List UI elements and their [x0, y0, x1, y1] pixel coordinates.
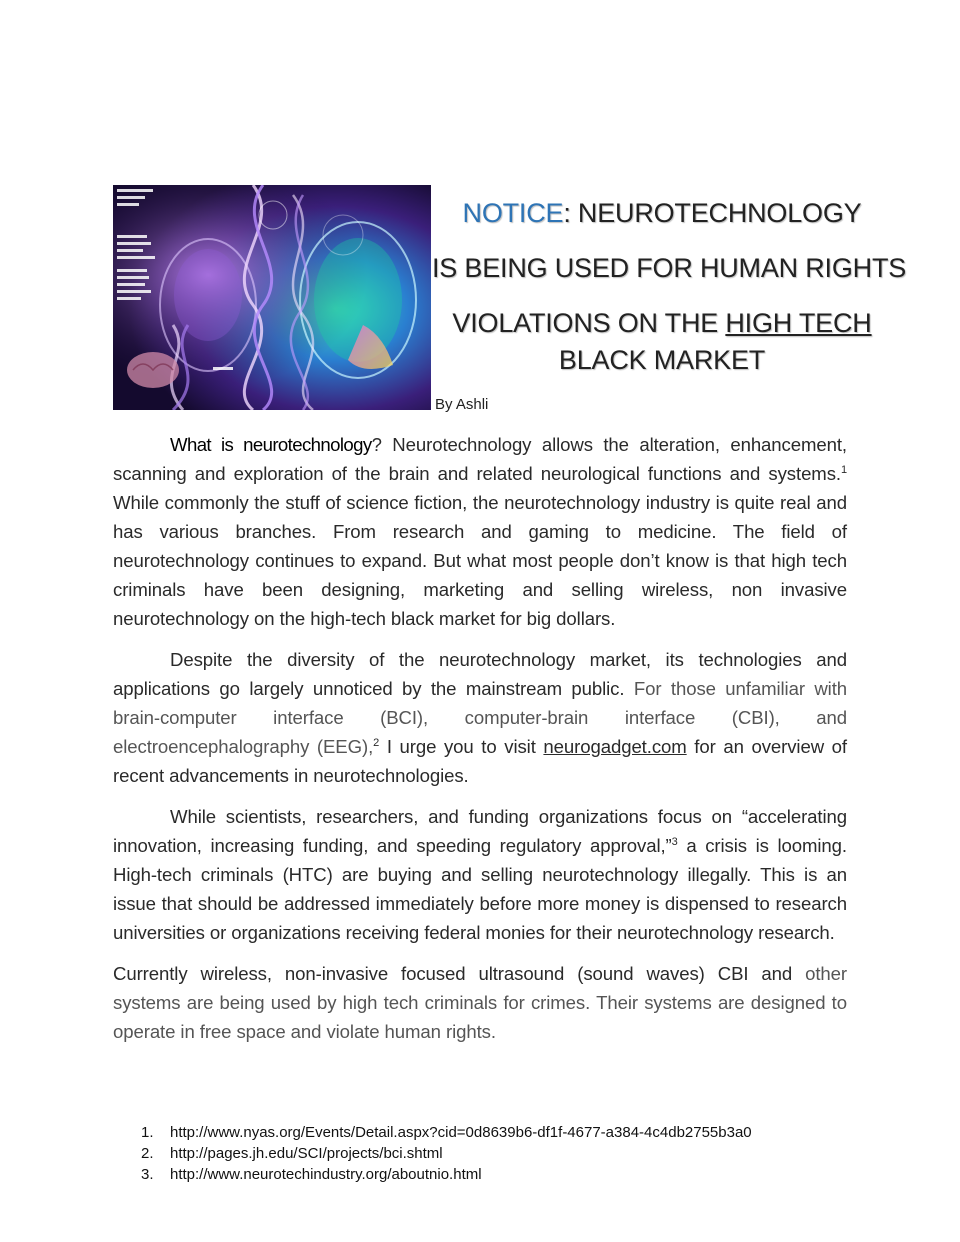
- paragraph-4: Currently wireless, non-invasive focused ultrasound (sound waves) CBI and other systems are being used by high tech criminals for crimes. Their systems are designed to operate in free space and violate human rights.: [113, 963, 847, 1042]
- neurogadget-link[interactable]: neurogadget.com: [543, 736, 687, 757]
- reference-url[interactable]: http://www.nyas.org/Events/Detail.aspx?cid=0d8639b6-df1f-4677-a384-4c4db2755b3a0: [170, 1124, 752, 1141]
- paragraph-2: Despite the diversity of the neurotechnology market, its technologies and applications go largely unnoticed by the mainstream public. For those unfamiliar with brain-computer interface (BCI), computer-brain interface (CBI), and electroencephalography (EEG),$^2$ I urge you to visit neurogadget.com for an overview of recent advancements in neurotechnologies.: [113, 649, 848, 786]
- title-line-3: VIOLATIONS ON THE HIGH TECH: [452, 308, 872, 338]
- title-line-4: BLACK MARKET: [558, 345, 766, 375]
- article-title: [432, 193, 907, 377]
- question-heading: What is neurotechnology: [170, 434, 372, 455]
- byline: By Ashli: [435, 396, 489, 413]
- reference-item: 1. http://www.nyas.org/Events/Detail.aspx?cid=0d8639b6-df1f-4677-a384-4c4db2755b3a0: [141, 1124, 752, 1141]
- neurotechnology-collage-image: [113, 185, 431, 410]
- footnote-ref-3: 3: [671, 836, 678, 848]
- article-body: [113, 430, 847, 1046]
- reference-url[interactable]: http://pages.jh.edu/SCI/projects/bci.shtml: [170, 1145, 443, 1162]
- reference-list: [113, 1122, 873, 1185]
- title-line-1: NOTICE: NEUROTECHNOLOGY: [462, 198, 862, 228]
- reference-url[interactable]: http://www.neurotechindustry.org/aboutnio.html: [170, 1166, 482, 1183]
- title-line-2: IS BEING USED FOR HUMAN RIGHTS: [432, 253, 907, 283]
- high-tech-underlined: HIGH TECH: [725, 308, 872, 338]
- footnote-ref-1: 1: [840, 464, 847, 476]
- paragraph-1: What is neurotechnology? Neurotechnology allows the alteration, enhancement, scanning and exploration of the brain and related neurological functions and systems.$^1$ While commonly the stuff of science fiction, the neurotechnology industry is quite real and has various branches. From research and gaming to medicine. The field of neurotechnology continues to expand. But what most people don’t know is that high tech criminals have been designing, marketing and selling wireless, non invasive neurotechnology on the high-tech black market for big dollars.: [113, 434, 847, 629]
- reference-item: 3. http://www.neurotechindustry.org/aboutnio.html: [141, 1166, 482, 1183]
- paragraph-3: While scientists, researchers, and funding organizations focus on “accelerating innovation, increasing funding, and speeding regulatory approval,”$^3$ a crisis is looming. High-tech criminals (HTC) are buying and selling neurotechnology illegally. This is an issue that should be addressed immediately before more money is dispensed to research universities or organizations receiving federal monies for their neurotechnology research.: [113, 806, 847, 943]
- footnote-ref-2: 2: [373, 737, 380, 749]
- notice-label: NOTICE: [462, 198, 564, 228]
- reference-item: 2. http://pages.jh.edu/SCI/projects/bci.shtml: [141, 1145, 443, 1162]
